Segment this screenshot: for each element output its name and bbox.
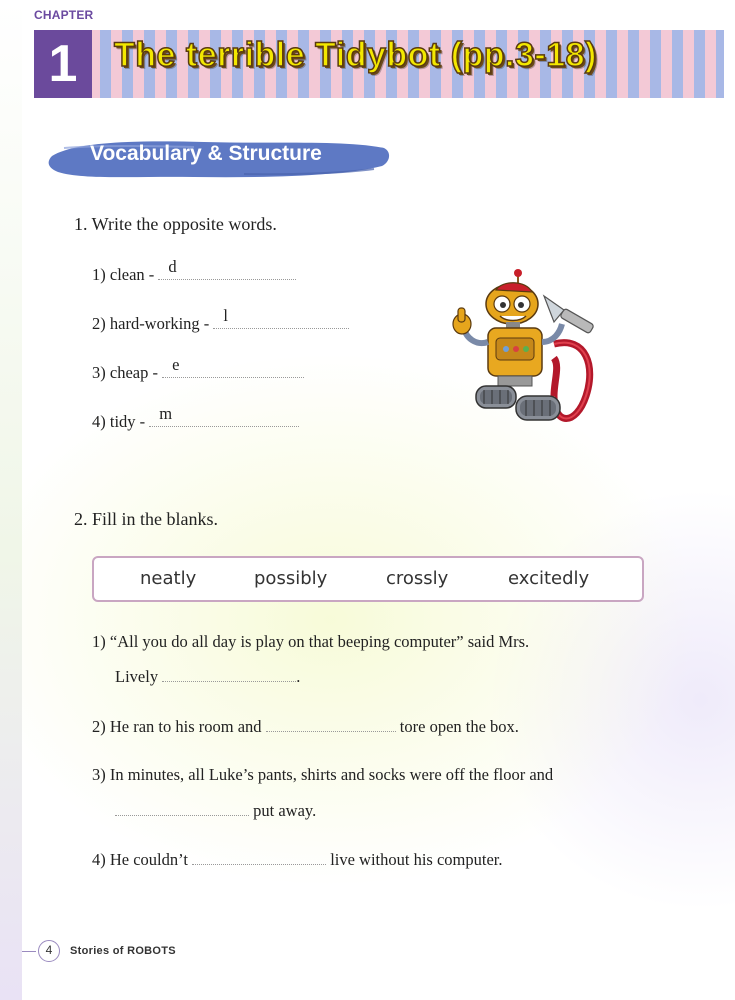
vocab-item-3 (92, 355, 304, 383)
answer-blank[interactable] (158, 257, 296, 280)
word-bank-word: neatly (140, 568, 197, 589)
fill-text: 4) He couldn’t (92, 850, 188, 869)
fill-text: . (296, 667, 301, 686)
fill-text: put away. (253, 801, 317, 820)
fill-text: tore open the box. (399, 717, 519, 736)
answer-blank[interactable] (162, 355, 304, 378)
hint-letter: m (159, 404, 173, 423)
vocab-item-4 (92, 404, 299, 432)
word-bank-word: possibly (254, 568, 328, 589)
fill-text: 1) “All you do all day is play on that beeping computer” said Mrs. (92, 632, 530, 651)
answer-blank[interactable] (162, 666, 296, 682)
word-bank-box (92, 556, 644, 602)
hint-letter: e (172, 355, 180, 374)
question-1-heading: 1. Write the opposite words. (74, 214, 277, 234)
chapter-label: CHAPTER (34, 8, 94, 22)
robot-with-hose-icon (436, 266, 616, 456)
fill-text: 2) He ran to his room and (92, 717, 262, 736)
fill-item-3-line2 (115, 800, 316, 821)
fill-text: live without his computer. (330, 850, 503, 869)
word-bank-word: excitedly (508, 568, 590, 589)
vocab-label: 4) tidy - (92, 412, 150, 431)
answer-blank[interactable] (213, 306, 349, 329)
answer-blank[interactable] (192, 849, 326, 865)
hint-letter: l (223, 306, 229, 325)
page-number: 4 (38, 940, 60, 962)
left-margin-gradient (0, 0, 22, 1000)
fill-item-4 (92, 849, 503, 870)
vocab-item-2 (92, 306, 349, 334)
fill-item-1-line2 (115, 666, 300, 687)
fill-text: 3) In minutes, all Luke’s pants, shirts and socks were off the floor and (92, 765, 554, 784)
vocab-label: 1) clean - (92, 265, 159, 284)
book-title: Stories of ROBOTS (70, 945, 176, 957)
answer-blank[interactable] (266, 716, 396, 732)
chapter-number: 1 (34, 30, 92, 98)
word-bank-word: crossly (386, 568, 449, 589)
section-title: Vocabulary & Structure (90, 142, 322, 165)
answer-blank[interactable] (115, 800, 249, 816)
fill-item-2 (92, 716, 519, 737)
vocab-item-1 (92, 257, 296, 285)
chapter-title: The terrible Tidybot (pp.3-18) (114, 36, 597, 74)
fill-item-3 (92, 765, 553, 785)
vocab-label: 2) hard-working - (92, 314, 214, 333)
footer-rule (22, 951, 36, 952)
question-2-heading: 2. Fill in the blanks. (74, 509, 218, 529)
fill-text: Lively (115, 667, 159, 686)
fill-item-1 (92, 632, 529, 652)
answer-blank[interactable] (149, 404, 299, 427)
hint-letter: d (168, 257, 177, 276)
vocab-label: 3) cheap - (92, 363, 163, 382)
